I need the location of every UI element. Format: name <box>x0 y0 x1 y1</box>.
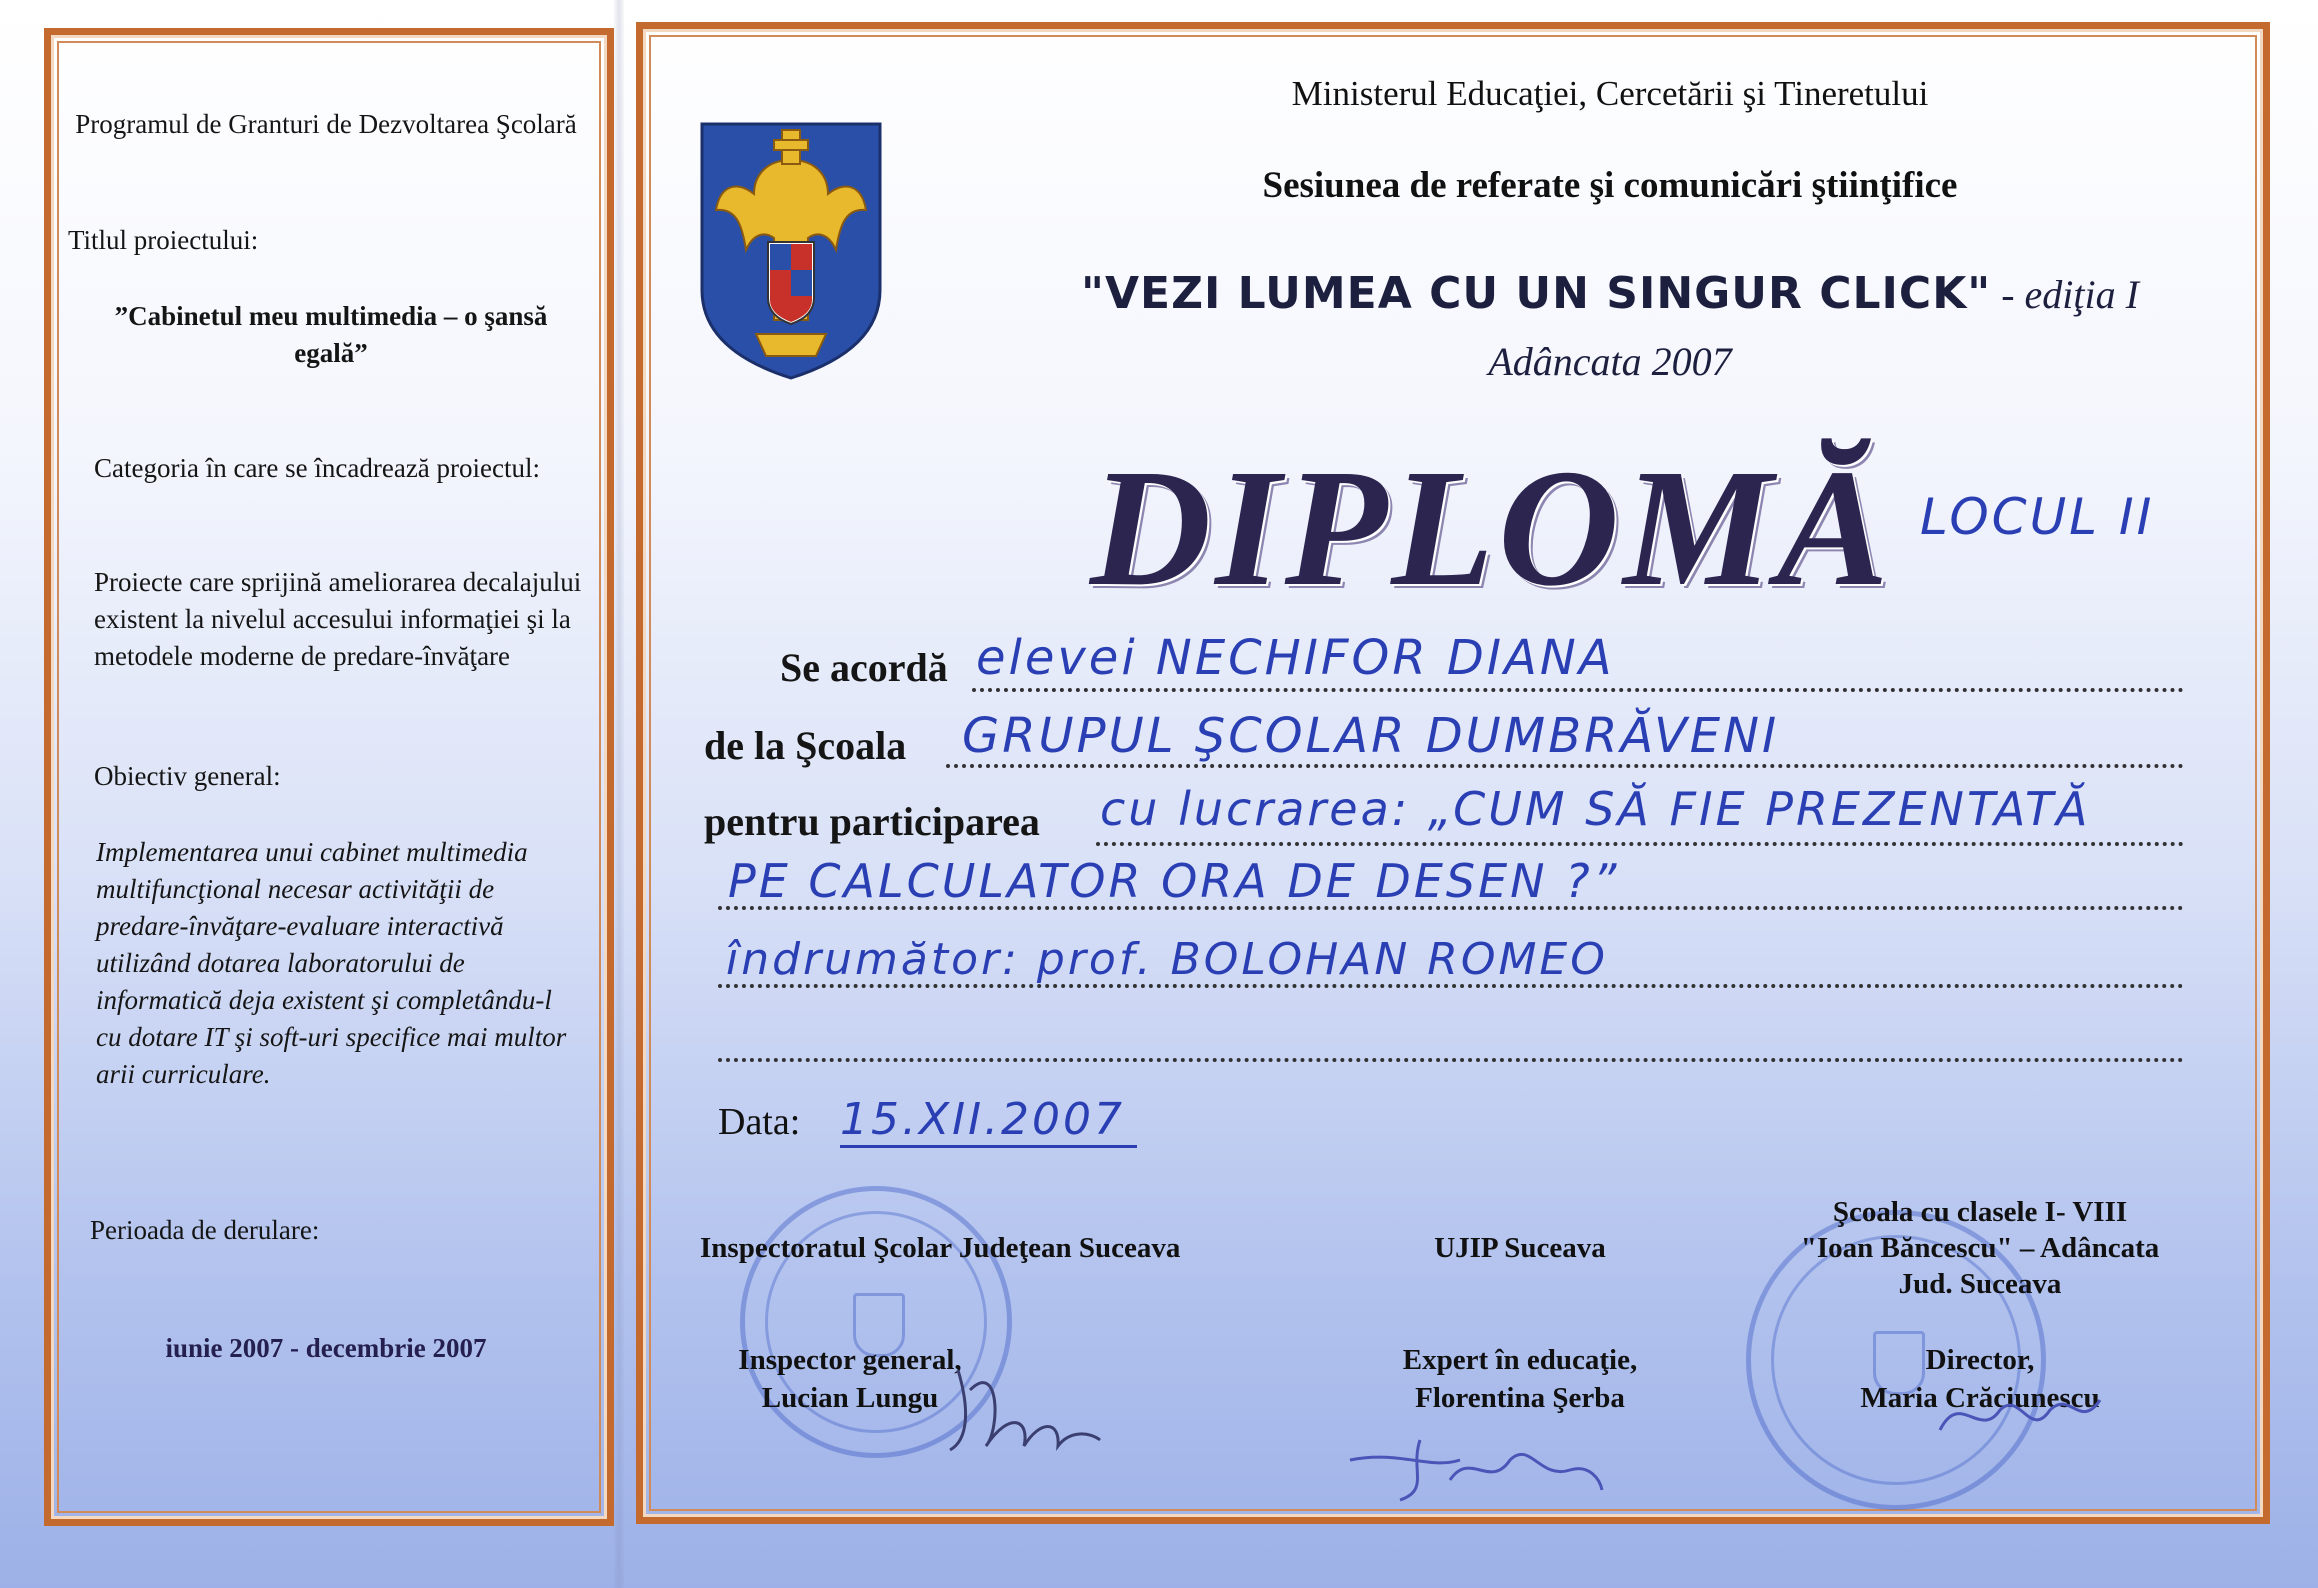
awarded-dotted-line <box>972 688 2184 692</box>
ministry-name: Ministerul Educaţiei, Cercetării şi Tineretului <box>1291 74 1929 113</box>
empty-dotted-line <box>718 1058 2184 1062</box>
ujip-org: UJIP Suceava <box>1434 1232 1606 1264</box>
date-label: Data: <box>718 1101 801 1143</box>
school-value: GRUPUL ŞCOLAR DUMBRĂVENI <box>962 708 1780 764</box>
ujip-role: Expert în educaţie, <box>1402 1344 1638 1376</box>
school-dotted-line <box>946 764 2184 768</box>
project-title: ”Cabinetul meu multimedia – o şansă egală” <box>114 301 548 368</box>
date-value: 15.XII.2007 <box>840 1094 1137 1148</box>
objective-text: Implementarea unui cabinet multimedia multifuncţional necesar activităţii de predare-învăţare-evaluare interactivă utilizând dotarea laboratorului de informatică deja existent şi completându-l cu dotare IT şi soft-uri specifice mai multor arii curriculare. <box>96 837 567 1089</box>
expert-signature-icon <box>1340 1420 1610 1510</box>
school-org-line-1: Şcoala cu clasele I- VIII <box>1832 1196 2128 1228</box>
diploma-title: DIPLOMĂ <box>1090 435 1893 621</box>
participation-value-3: îndrumător: prof. BOLOHAN ROMEO <box>726 934 1608 985</box>
participation-label: pentru participarea <box>704 799 1040 844</box>
event-line <box>960 268 2260 319</box>
isj-role: Inspector general, <box>738 1344 962 1376</box>
participation-value-1: cu lucrarea: „CUM SĂ FIE PREZENTATĂ <box>1100 782 2091 836</box>
school-role: Director, <box>1925 1344 2035 1376</box>
school-director-name: Maria Crăciunescu <box>1860 1382 2100 1414</box>
awarded-value: elevei NECHIFOR DIANA <box>976 630 1615 686</box>
school-org-line-3: Jud. Suceava <box>1898 1268 2062 1300</box>
place-year: Adâncata 2007 <box>1488 339 1732 384</box>
school-label: de la Şcoala <box>704 723 907 768</box>
event-edition: - ediţia I <box>1991 272 2139 317</box>
event-title: "VEZI LUMEA CU UN SINGUR CLICK" <box>1081 268 1992 319</box>
awarded-label: Se acordă <box>780 645 948 690</box>
session-title: Sesiunea de referate şi comunicări ştiinţifice <box>1262 165 1958 206</box>
category-text: Proiecte care sprijină ameliorarea decalajului existent la nivelul accesului informaţiei şi la metodele moderne de predare-învăţare <box>94 567 582 671</box>
category-label: Categoria în care se încadrează proiectul: <box>94 453 541 483</box>
participation-value-2: PE CALCULATOR ORA DE DESEN ?” <box>728 854 1620 908</box>
page-fold <box>614 0 624 1588</box>
project-title-label: Titlul proiectului: <box>68 225 259 255</box>
isj-name: Lucian Lungu <box>761 1382 939 1414</box>
coat-of-arms-icon <box>696 120 886 382</box>
isj-org: Inspectoratul Şcolar Judeţean Suceava <box>700 1232 1181 1264</box>
inspector-signature-icon <box>940 1350 1110 1460</box>
period-value: iunie 2007 - decembrie 2007 <box>165 1333 487 1363</box>
ujip-name: Florentina Şerba <box>1415 1382 1625 1414</box>
place-handwritten: LOCUL II <box>1920 488 2155 546</box>
objective-label: Obiectiv general: <box>94 761 281 791</box>
period-label: Perioada de derulare: <box>90 1215 320 1245</box>
program-name: Programul de Granturi de Dezvoltarea Şcolară <box>75 109 577 139</box>
director-signature-icon <box>1930 1380 2110 1450</box>
school-org-line-2: "Ioan Băncescu" – Adâncata <box>1800 1232 2160 1264</box>
participation-dotted-line-1 <box>1096 842 2184 846</box>
